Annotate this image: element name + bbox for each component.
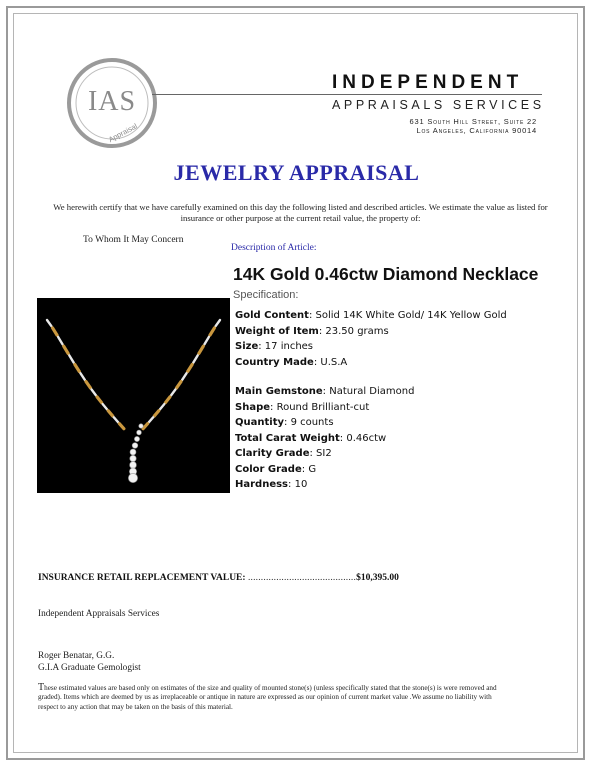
insurance-leader: .......................................... [247, 573, 357, 583]
ias-logo [66, 57, 158, 149]
spec-main-gemstone: Main Gemstone: Natural Diamond [235, 386, 415, 397]
necklace-photo [37, 298, 230, 493]
description-label: Description of Article: [231, 243, 317, 253]
specification-list [235, 310, 507, 495]
diamond [128, 473, 137, 482]
appraiser-title: G.I.A Graduate Gemologist [38, 663, 141, 673]
spec-weight: Weight of Item: 23.50 grams [235, 325, 389, 337]
header-divider [152, 94, 542, 95]
spec-color: Color Grade: G [235, 463, 317, 475]
diamond [134, 436, 139, 441]
insurance-label: INSURANCE RETAIL REPLACEMENT VALUE: [38, 573, 246, 583]
diamond [130, 462, 137, 469]
appraiser-name: Roger Benatar, G.G. [38, 651, 115, 661]
footer-company: Independent Appraisals Services [38, 609, 160, 619]
spec-hardness: Hardness: 10 [235, 479, 308, 490]
disclaimer: These estimated values are based only on estimates of the size and quality of mounted stone(s) (unless specifically stated that the stone(s) is were removed and graded). Items which are deemed by us as irreplaceable or antique in nature are expressed as our opinion of current market value .We assume no liability with respect to any action that may be taken on the basis of this material. [38, 682, 497, 711]
diamond [139, 424, 143, 428]
address-line-2: Los Angeles, California 90014 [416, 126, 537, 135]
diamond [132, 443, 138, 449]
article-title: 14K Gold 0.46ctw Diamond Necklace [233, 264, 539, 284]
spec-size: Size: 17 inches [235, 341, 314, 352]
address-line-1: 631 South Hill Street, Suite 22 [409, 117, 537, 126]
specification-label: Specification: [233, 289, 299, 301]
diamond [130, 455, 136, 461]
insurance-value-line [38, 573, 399, 583]
company-name: INDEPENDENT [332, 72, 524, 93]
spec-quantity: Quantity: 9 counts [235, 417, 334, 428]
spec-total-carat: Total Carat Weight: 0.46ctw [235, 432, 387, 444]
spec-gold-content: Gold Content: Solid 14K White Gold/ 14K Yellow Gold [235, 310, 507, 321]
spec-shape: Shape: Round Brilliant-cut [235, 401, 370, 413]
document-title: JEWELRY APPRAISAL [173, 160, 420, 185]
recipient: To Whom It May Concern [83, 235, 184, 245]
spec-country: Country Made: U.S.A [235, 356, 348, 368]
company-subtitle: APPRAISALS SERVICES [332, 98, 545, 112]
certification-text: We herewith certify that we have carefully examined on this day the following listed and described articles. We estimate the value as listed for insurance or other purpose at the current retail value, the property of: [53, 202, 548, 223]
insurance-value: $10,395.00 [356, 573, 399, 583]
diamond [130, 449, 136, 455]
diamond [137, 430, 142, 435]
logo-initials: IAS [87, 86, 137, 117]
logo-tagline: Appraisal [106, 121, 139, 145]
spec-clarity: Clarity Grade: SI2 [235, 448, 332, 459]
